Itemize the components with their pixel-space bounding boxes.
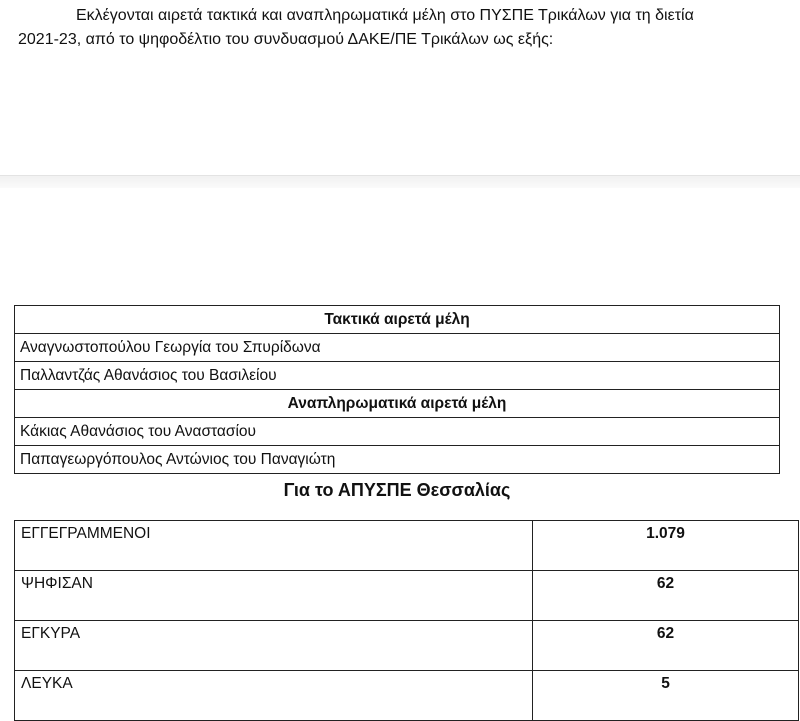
intro-line-1: Εκλέγονται αιρετά τακτικά και αναπληρωματικά μέλη στο ΠΥΣΠΕ Τρικάλων για τη διετία (76, 7, 694, 24)
members-table (14, 305, 780, 474)
apyspe-heading: Για το ΑΠΥΣΠΕ Θεσσαλίας (283, 480, 511, 500)
table-row (15, 446, 780, 474)
table-row (15, 362, 780, 390)
table-row (15, 306, 780, 334)
table-row (15, 334, 780, 362)
stat-value: 62 (533, 571, 799, 621)
alternate-members-header: Αναπληρωματικά αιρετά μέλη (15, 390, 780, 418)
stat-value: 62 (533, 621, 799, 671)
table-row (15, 571, 799, 621)
regular-member: Παλλαντζάς Αθανάσιος του Βασιλείου (15, 362, 780, 390)
stats-table (14, 520, 799, 721)
page-break (0, 175, 800, 188)
alternate-member: Παπαγεωργόπουλος Αντώνιος του Παναγιώτη (15, 446, 780, 474)
regular-member: Αναγνωστοπούλου Γεωργία του Σπυρίδωνα (15, 334, 780, 362)
stat-label: ΕΓΚΥΡΑ (15, 621, 533, 671)
table-row (15, 521, 799, 571)
regular-members-header: Τακτικά αιρετά μέλη (15, 306, 780, 334)
intro-line-2: 2021-23, από το ψηφοδέλτιο του συνδυασμού ΔΑΚΕ/ΠΕ Τρικάλων ως εξής: (18, 31, 554, 48)
table-row (15, 390, 780, 418)
table-row (15, 621, 799, 671)
alternate-member: Κάκιας Αθανάσιος του Αναστασίου (15, 418, 780, 446)
stat-label: ΕΓΓΕΓΡΑΜΜΕΝΟΙ (15, 521, 533, 571)
table-row (15, 671, 799, 721)
stat-value: 5 (533, 671, 799, 721)
table-row (15, 418, 780, 446)
stat-label: ΨΗΦΙΣΑΝ (15, 571, 533, 621)
intro-paragraph (18, 4, 788, 52)
stat-value: 1.079 (533, 521, 799, 571)
stat-label: ΛΕΥΚΑ (15, 671, 533, 721)
